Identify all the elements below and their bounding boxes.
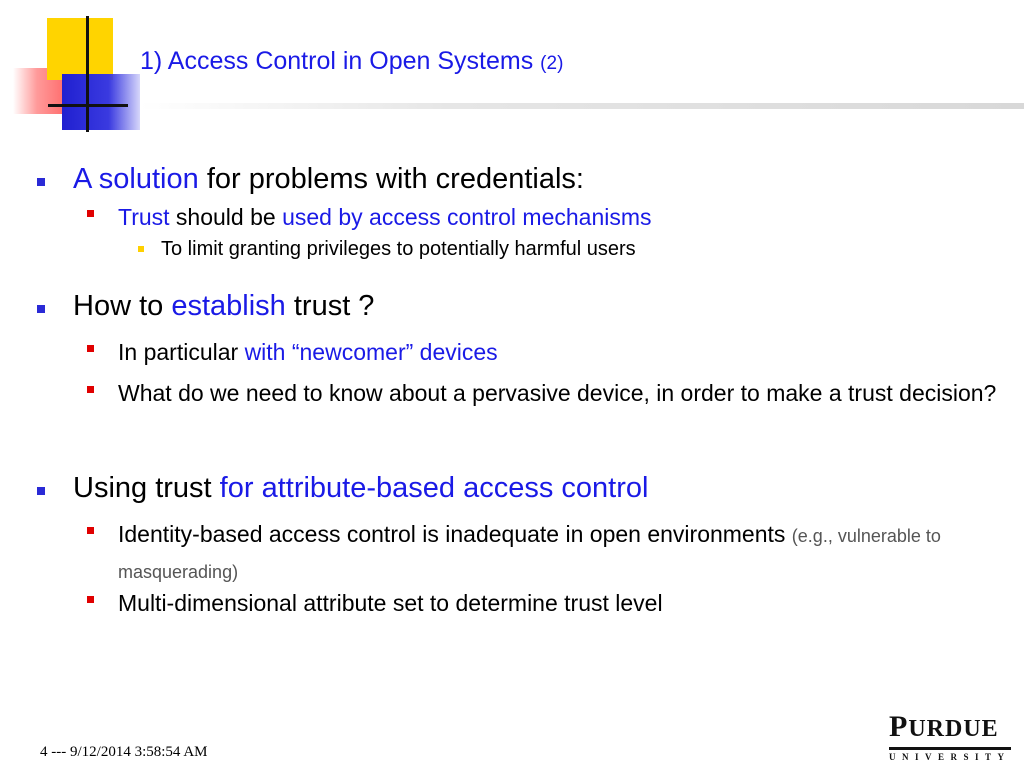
bullet-2-2 bbox=[87, 376, 1017, 410]
bullet-1 bbox=[37, 163, 584, 196]
bullet-marker bbox=[87, 527, 94, 534]
bullet-3-text: Using trust bbox=[73, 472, 220, 504]
logo-subtitle: UNIVERSITY bbox=[889, 752, 1011, 762]
bullet-marker bbox=[87, 386, 94, 393]
bullet-1-1-highlight-b: used by access control mechanisms bbox=[282, 204, 652, 230]
purdue-logo bbox=[889, 712, 1011, 762]
logo-initial: P bbox=[889, 710, 909, 743]
slide-title bbox=[140, 47, 563, 76]
bullet-1-1 bbox=[87, 200, 1017, 234]
bullet-2-1-highlight: with “newcomer” devices bbox=[244, 339, 498, 365]
bullet-1-text: for problems with credentials: bbox=[198, 163, 584, 195]
bullet-2 bbox=[37, 290, 374, 323]
bullet-marker bbox=[37, 487, 45, 495]
slide-title-suffix: (2) bbox=[540, 53, 564, 74]
bullet-2-highlight: establish bbox=[171, 290, 286, 322]
bullet-2-2-text: What do we need to know about a pervasive device, in order to make a trust decision? bbox=[118, 380, 997, 406]
bullet-2-1 bbox=[87, 335, 1017, 369]
bullet-2-1-text: In particular bbox=[118, 339, 245, 365]
bullet-3 bbox=[37, 472, 648, 505]
bullet-marker bbox=[87, 210, 94, 217]
bullet-2-text-b: trust ? bbox=[285, 290, 375, 322]
bullet-1-1-1 bbox=[138, 238, 636, 261]
bullet-3-2-text: Multi-dimensional attribute set to determine trust level bbox=[118, 590, 663, 616]
bullet-1-1-highlight-a: Trust bbox=[118, 204, 170, 230]
title-underline bbox=[140, 103, 1024, 109]
decor-vertical-line bbox=[86, 16, 89, 132]
decor-horizontal-line bbox=[48, 104, 128, 107]
bullet-3-1-note: (e.g., vulnerable to masquerading) bbox=[118, 526, 941, 582]
bullet-marker bbox=[37, 178, 45, 186]
bullet-marker bbox=[87, 596, 94, 603]
logo-rest: URDUE bbox=[908, 716, 999, 742]
bullet-marker bbox=[87, 345, 94, 352]
bullet-2-text-a: How to bbox=[73, 290, 172, 322]
bullet-1-1-text: should be bbox=[169, 204, 283, 230]
bullet-1-highlight: A solution bbox=[73, 163, 199, 195]
bullet-3-1-text: Identity-based access control is inadequate in open environments bbox=[118, 521, 792, 547]
bullet-3-2 bbox=[87, 586, 1017, 620]
bullet-3-highlight: for attribute-based access control bbox=[219, 472, 649, 504]
decor-yellow-square bbox=[47, 18, 113, 80]
slide-footer: 4 --- 9/12/2014 3:58:54 AM bbox=[40, 744, 208, 760]
bullet-1-1-1-text: To limit granting privileges to potentially harmful users bbox=[161, 238, 636, 260]
slide-title-text: 1) Access Control in Open Systems bbox=[140, 47, 534, 75]
bullet-3-1 bbox=[87, 517, 1017, 589]
logo-wordmark bbox=[889, 712, 1011, 744]
bullet-marker bbox=[138, 246, 144, 252]
decor-blue-square bbox=[62, 74, 140, 130]
bullet-marker bbox=[37, 305, 45, 313]
logo-bar bbox=[889, 747, 1011, 750]
